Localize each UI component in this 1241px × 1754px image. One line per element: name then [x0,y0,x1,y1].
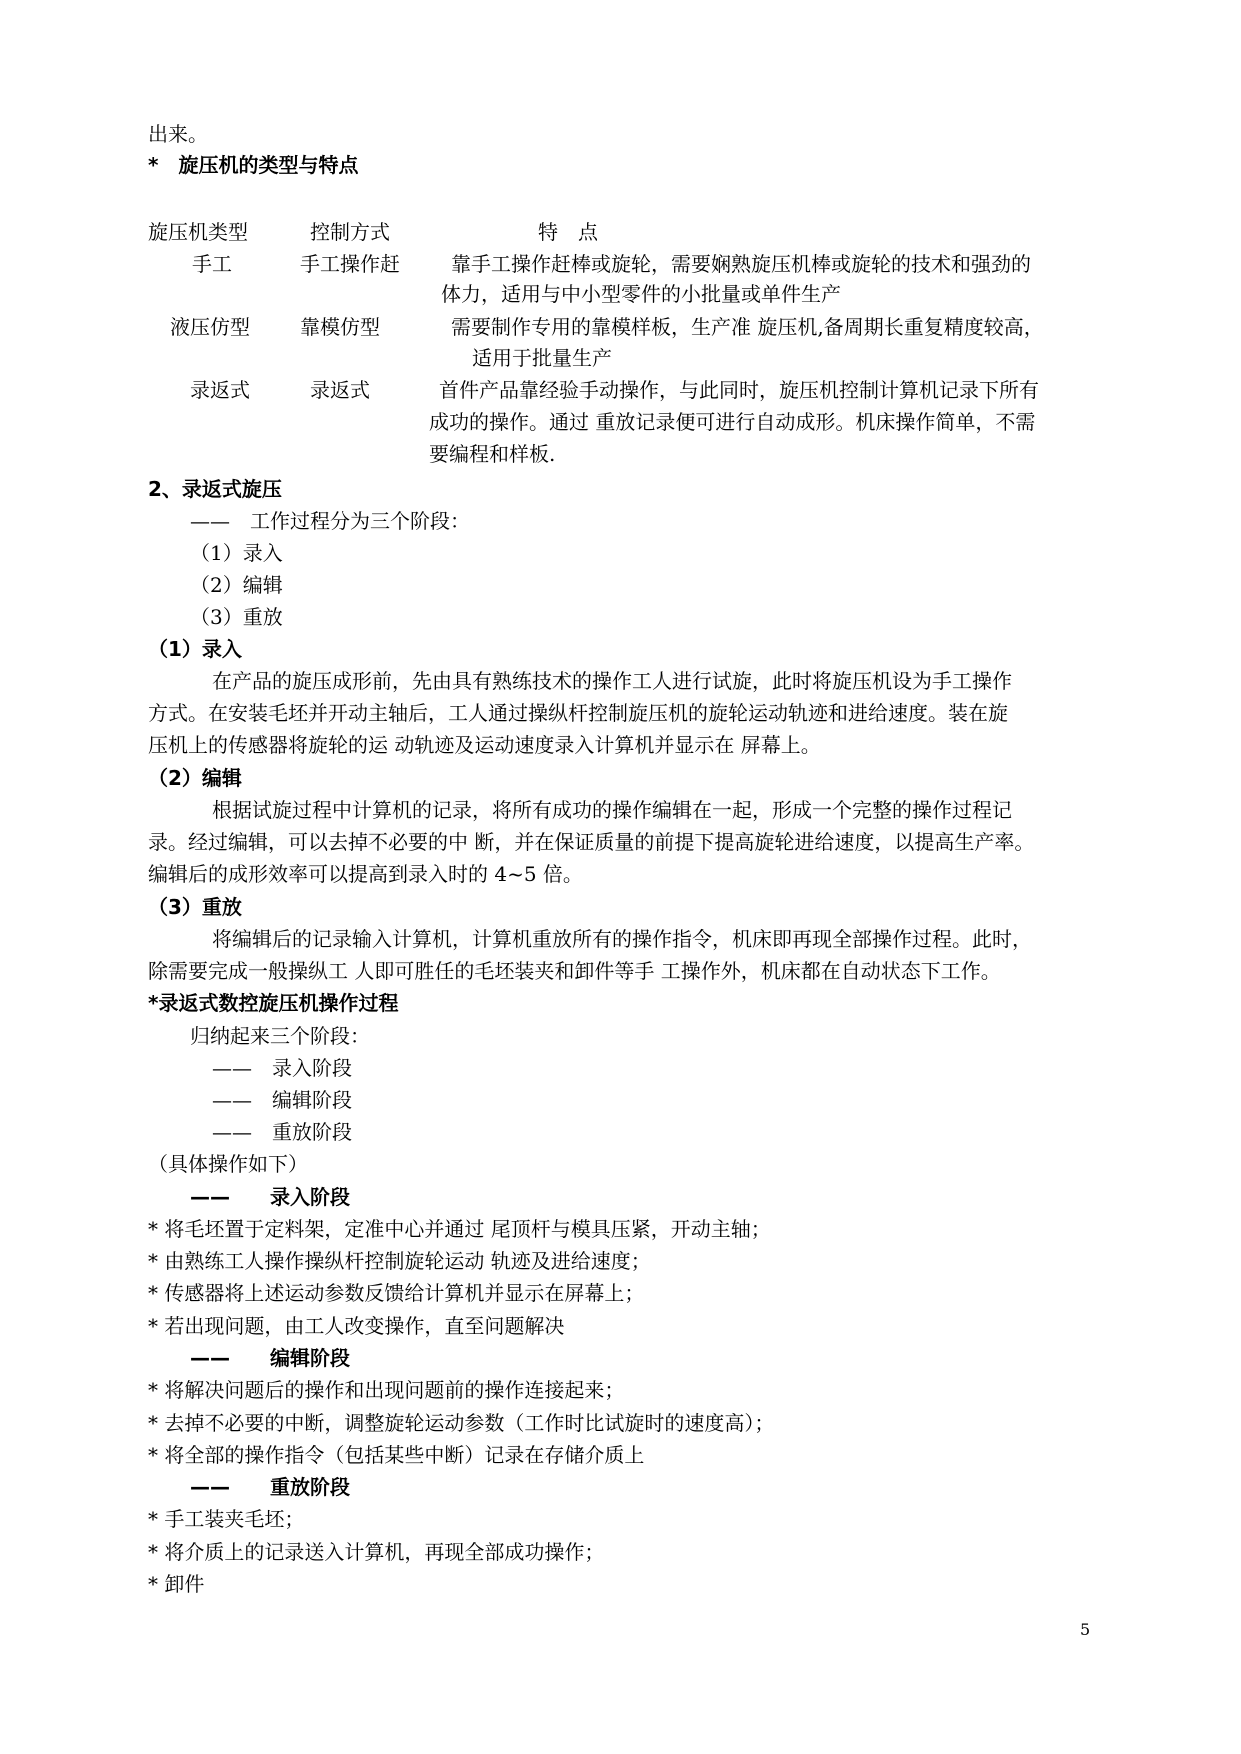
replay-title: （3）重放 [148,895,242,919]
table-header-type: 旋压机类型 [148,220,248,244]
table-header-features: 特 点 [538,220,598,244]
list-item: * 将解决问题后的操作和出现问题前的操作连接起来； [148,1378,625,1402]
table-cell-features: 体力，适用与中小型零件的小批量或单件生产 [441,282,841,306]
table-cell-features: 首件产品靠经验手动操作，与此同时，旋压机控制计算机记录下所有 [439,378,1039,402]
table-cell-control: 手工操作赶 [300,252,400,276]
list-item: * 手工装夹毛坯； [148,1507,305,1531]
phase-edit-title: —— 编辑阶段 [190,1346,350,1370]
edit-paragraph-line: 编辑后的成形效率可以提高到录入时的 4~5 倍。 [148,862,583,886]
list-item: * 由熟练工人操作操纵杆控制旋轮运动 轨迹及进给速度； [148,1249,651,1273]
replay-paragraph-line: 将编辑后的记录输入计算机，计算机重放所有的操作指令，机床即再现全部操作过程。此时， [212,927,1032,951]
list-item: * 将全部的操作指令（包括某些中断）记录在存储介质上 [148,1443,645,1467]
stage-item: （1）录入 [190,541,283,565]
table-cell-features: 成功的操作。通过 重放记录便可进行自动成形。机床操作简单，不需 [429,410,1036,434]
table-cell-control: 录返式 [310,378,370,402]
stage-item: （3）重放 [190,605,283,629]
table-cell-features: 要编程和样板. [429,442,556,466]
process-detail-note: （具体操作如下） [148,1152,308,1176]
heading-types: * 旋压机的类型与特点 [148,153,359,177]
process-title: *录返式数控旋压机操作过程 [148,991,399,1015]
record-paragraph-line: 在产品的旋压成形前，先由具有熟练技术的操作工人进行试旋，此时将旋压机设为手工操作 [212,669,1012,693]
section2-title: 2、录返式旋压 [148,477,282,501]
table-cell-type: 手工 [192,252,232,276]
replay-paragraph-line: 除需要完成一般操纵工 人即可胜任的毛坯装夹和卸件等手 工操作外，机床都在自动状态下工作。 [148,959,1001,983]
table-cell-type: 录返式 [190,378,250,402]
list-item: * 去掉不必要的中断，调整旋轮运动参数（工作时比试旋时的速度高）； [148,1411,775,1435]
process-phase: —— 录入阶段 [212,1056,352,1080]
table-header-control: 控制方式 [310,220,390,244]
edit-paragraph-line: 录。经过编辑，可以去掉不必要的中 断，并在保证质量的前提下提高旋轮进给速度，以提高生产率。 [148,830,1035,854]
edit-title: （2）编辑 [148,766,242,790]
table-cell-features: 靠手工操作赶棒或旋轮，需要娴熟旋压机棒或旋轮的技术和强劲的 [451,252,1031,276]
list-item: * 若出现问题，由工人改变操作，直至问题解决 [148,1314,565,1338]
intro-line: 出来。 [148,122,208,146]
page-number: 5 [1080,1620,1091,1639]
list-item: * 将毛坯置于定料架，定准中心并通过 尾顶杆与模具压紧，开动主轴； [148,1217,771,1241]
stage-item: （2）编辑 [190,573,283,597]
record-paragraph-line: 压机上的传感器将旋轮的运 动轨迹及运动速度录入计算机并显示在 屏幕上。 [148,733,821,757]
record-paragraph-line: 方式。在安装毛坯并开动主轴后，工人通过操纵杆控制旋压机的旋轮运动轨迹和进给速度。装在旋 [148,701,1008,725]
table-cell-features: 适用于批量生产 [472,346,612,370]
edit-paragraph-line: 根据试旋过程中计算机的记录，将所有成功的操作编辑在一起，形成一个完整的操作过程记 [212,798,1012,822]
table-cell-control: 靠模仿型 [300,315,380,339]
process-phase: —— 编辑阶段 [212,1088,352,1112]
table-cell-features: 需要制作专用的靠模样板，生产准 旋压机,备周期长重复精度较高， [451,315,1044,339]
phase-replay-title: —— 重放阶段 [190,1475,350,1499]
process-phase: —— 重放阶段 [212,1120,352,1144]
list-item: * 卸件 [148,1572,205,1596]
process-lead: 归纳起来三个阶段： [190,1024,370,1048]
list-item: * 传感器将上述运动参数反馈给计算机并显示在屏幕上； [148,1281,645,1305]
phase-record-title: —— 录入阶段 [190,1185,350,1209]
section2-lead: —— 工作过程分为三个阶段： [190,509,470,533]
record-title: （1）录入 [148,637,242,661]
list-item: * 将介质上的记录送入计算机，再现全部成功操作； [148,1540,605,1564]
table-cell-type: 液压仿型 [170,315,250,339]
